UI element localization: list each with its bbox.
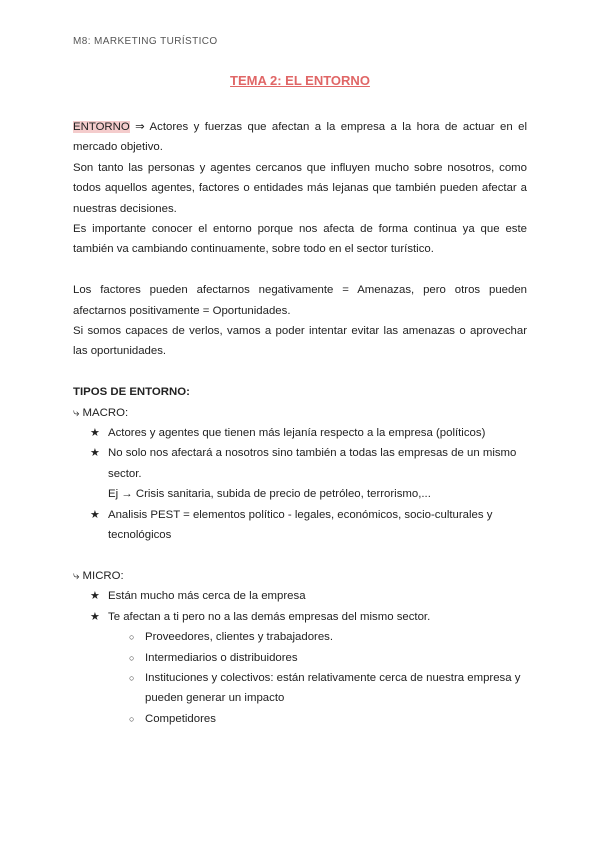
macro-list-cont bbox=[73, 505, 527, 546]
list-item: ★ Actores y agentes que tienen más lejanía respecto a la empresa (políticos) bbox=[73, 423, 527, 443]
micro-sublist bbox=[73, 627, 527, 729]
star-bullet-icon: ★ bbox=[90, 427, 100, 440]
circle-bullet-icon: ○ bbox=[129, 672, 135, 683]
circle-bullet-icon: ○ bbox=[129, 713, 135, 724]
highlighted-term: ENTORNO bbox=[73, 121, 130, 133]
tipos-heading: TIPOS DE ENTORNO: bbox=[73, 386, 190, 399]
document-body bbox=[73, 117, 527, 729]
factors-paragraph-1: Los factores pueden afectarnos negativamente = Amenazas, pero otros pueden afectarnos positivamente = Oportunidades. bbox=[73, 284, 527, 317]
page-title: TEMA 2: EL ENTORNO bbox=[230, 73, 370, 88]
star-bullet-icon: ★ bbox=[90, 590, 100, 603]
list-item: ★ No solo nos afectará a nosotros sino también a todas las empresas de un mismo sector. bbox=[73, 443, 527, 484]
circle-bullet-icon: ○ bbox=[129, 652, 135, 663]
star-bullet-icon: ★ bbox=[90, 610, 100, 623]
list-item: ○ Competidores bbox=[73, 709, 527, 729]
list-item: ★ Analisis PEST = elementos político - legales, económicos, socio-culturales y tecnológicos bbox=[73, 505, 527, 546]
circle-bullet-icon: ○ bbox=[129, 632, 135, 643]
list-item: ○ Instituciones y colectivos: están relativamente cerca de nuestra empresa y pueden generar un impacto bbox=[73, 668, 527, 709]
spacer bbox=[73, 362, 527, 382]
intro-paragraph-2: Son tanto las personas y agentes cercanos que influyen mucho sobre nosotros, como todos aquellos agentes, factores o entidades más lejanas que también pueden afectar a nuestras decisiones. bbox=[73, 161, 527, 215]
definition-text: ⇒ Actores y fuerzas que afectan a la empresa a la hora de actuar en el mercado objetivo. bbox=[73, 121, 527, 154]
micro-list bbox=[73, 586, 527, 627]
spacer bbox=[73, 260, 527, 280]
macro-list bbox=[73, 423, 527, 484]
star-bullet-icon: ★ bbox=[90, 508, 100, 521]
spacer bbox=[73, 546, 527, 566]
list-item: ★ Te afectan a ti pero no a las demás empresas del mismo sector. bbox=[73, 607, 527, 627]
factors-paragraph-2: Si somos capaces de verlos, vamos a poder intentar evitar las amenazas o aprovechar las oportunidades. bbox=[73, 325, 527, 358]
macro-example: Ej → Crisis sanitaria, subida de precio de petróleo, terrorismo,... bbox=[108, 488, 431, 501]
list-item: ○ Intermediarios o distribuidores bbox=[73, 648, 527, 668]
star-bullet-icon: ★ bbox=[90, 447, 100, 460]
course-header: M8: MARKETING TURÍSTICO bbox=[73, 36, 218, 47]
macro-label: ⤷ MACRO: bbox=[73, 406, 129, 419]
micro-label: ⤷ MICRO: bbox=[73, 569, 124, 582]
list-item: ○ Proveedores, clientes y trabajadores. bbox=[73, 627, 527, 647]
intro-definition bbox=[73, 117, 527, 158]
list-item: ★ Están mucho más cerca de la empresa bbox=[73, 586, 527, 606]
intro-paragraph-3: Es importante conocer el entorno porque nos afecta de forma continua ya que este también va cambiando continuamente, sobre todo en el sector turístico. bbox=[73, 223, 527, 256]
